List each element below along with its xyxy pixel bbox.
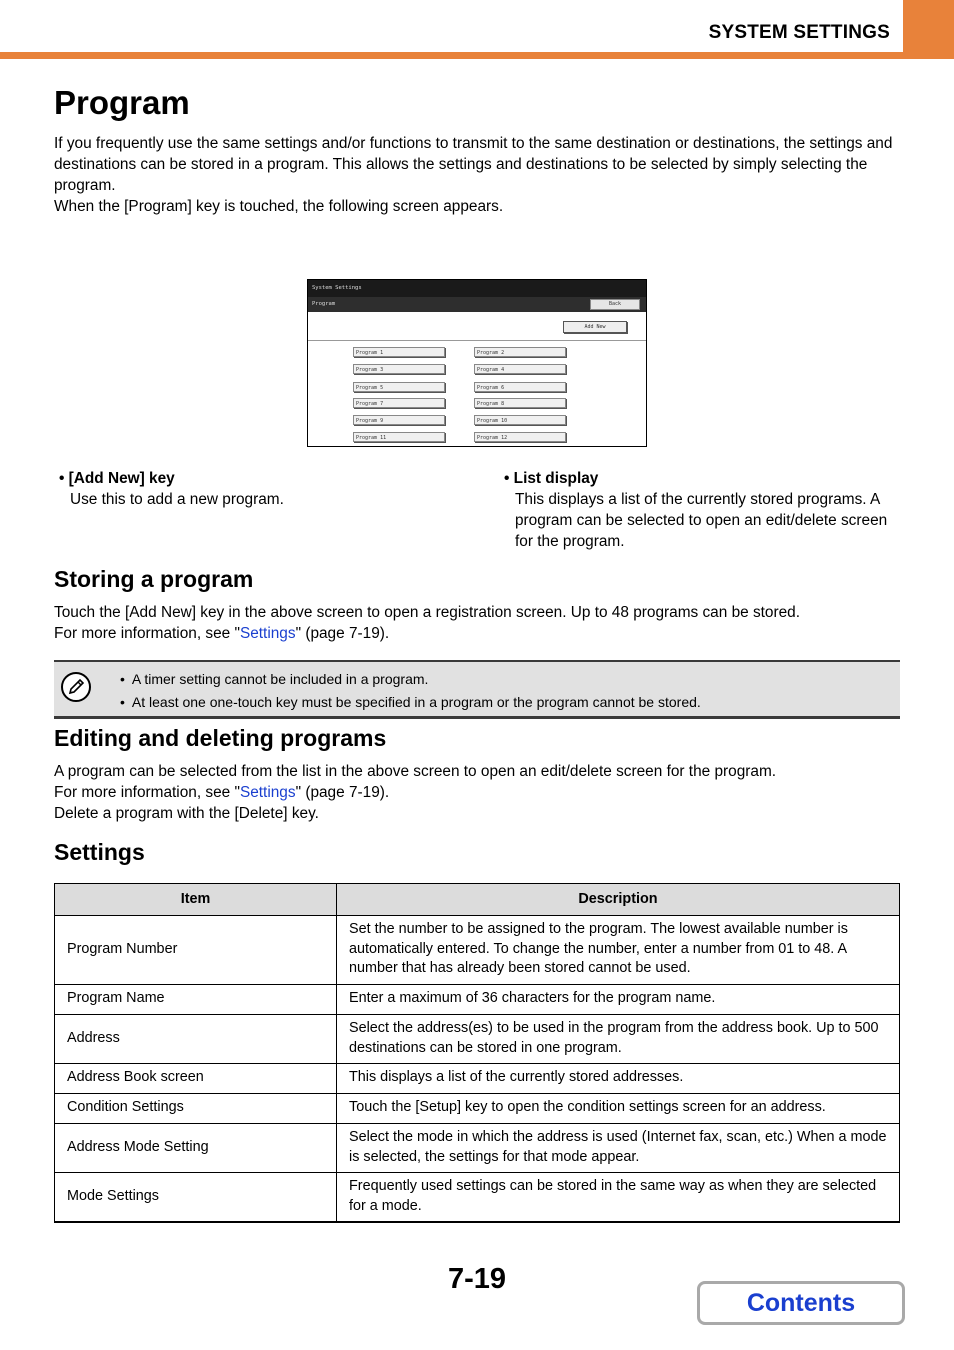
screen-program-button: Program 3 bbox=[353, 364, 445, 374]
screen-divider bbox=[308, 340, 646, 341]
editing-paragraph: A program can be selected from the list in the above screen to open an edit/delete screen for the program. bbox=[54, 763, 777, 780]
callout-body: This displays a list of the currently stored programs. A program can be selected to open an edit/delete screen for the program. bbox=[515, 491, 888, 550]
contents-button[interactable]: Contents bbox=[697, 1281, 905, 1325]
header-tab bbox=[903, 0, 954, 53]
screen-program-button: Program 11 bbox=[353, 432, 445, 442]
table-row bbox=[55, 1124, 900, 1173]
table-header-row bbox=[55, 884, 900, 916]
note-box bbox=[54, 660, 900, 719]
description-cell: Frequently used settings can be stored in the same way as when they are selected for a mode. bbox=[337, 1173, 900, 1223]
item-cell: Address Book screen bbox=[55, 1064, 337, 1094]
screen-title-bar: System Settings bbox=[308, 280, 646, 297]
reference-prefix: For more information, see " bbox=[54, 784, 240, 801]
description-cell: Touch the [Setup] key to open the condition settings screen for an address. bbox=[337, 1094, 900, 1124]
screen-program-button: Program 7 bbox=[353, 398, 445, 408]
callout-title: • List display bbox=[504, 470, 599, 487]
callout-add-new bbox=[59, 468, 479, 510]
page-number: 7-19 bbox=[448, 1263, 507, 1295]
table-row bbox=[55, 1094, 900, 1124]
note-item: • At least one one-touch key must be specified in a program or the program cannot be stored. bbox=[120, 691, 701, 714]
item-cell: Address bbox=[55, 1015, 337, 1064]
callout-list-display bbox=[504, 468, 904, 552]
settings-table bbox=[54, 883, 900, 1223]
description-cell: This displays a list of the currently stored addresses. bbox=[337, 1064, 900, 1094]
description-cell: Set the number to be assigned to the program. The lowest available number is automatically entered. To change the number, enter a number from 01 to 48. A number that has already been stored cannot be used. bbox=[337, 916, 900, 985]
note-item: • A timer setting cannot be included in a program. bbox=[120, 668, 701, 691]
storing-heading: Storing a program bbox=[54, 566, 254, 592]
page-title: Program bbox=[54, 84, 190, 121]
screen-program-button: Program 10 bbox=[474, 415, 566, 425]
table-row bbox=[55, 1173, 900, 1223]
description-cell: Select the mode in which the address is used (Internet fax, scan, etc.) When a mode is selected, the settings for that mode appear. bbox=[337, 1124, 900, 1173]
screen-back-button: Back bbox=[590, 299, 640, 310]
column-header-item: Item bbox=[55, 884, 337, 916]
table-row bbox=[55, 1064, 900, 1094]
item-cell: Condition Settings bbox=[55, 1094, 337, 1124]
item-cell: Address Mode Setting bbox=[55, 1124, 337, 1173]
editing-heading: Editing and deleting programs bbox=[54, 725, 387, 751]
settings-link[interactable]: Settings bbox=[239, 784, 296, 801]
note-list bbox=[120, 668, 701, 714]
screen-program-button: Program 12 bbox=[474, 432, 566, 442]
program-screen-illustration bbox=[307, 279, 647, 447]
column-header-description: Description bbox=[337, 884, 900, 916]
reference-suffix: " (page 7-19). bbox=[295, 625, 390, 642]
screen-sub-title-bar: Program bbox=[308, 297, 646, 312]
screen-program-button: Program 2 bbox=[474, 347, 566, 357]
screen-program-button: Program 1 bbox=[353, 347, 445, 357]
section-title: SYSTEM SETTINGS bbox=[708, 22, 890, 43]
description-cell: Enter a maximum of 36 characters for the program name. bbox=[337, 985, 900, 1015]
item-cell: Program Number bbox=[55, 916, 337, 985]
reference-suffix: " (page 7-19). bbox=[295, 784, 390, 801]
header-bar bbox=[0, 52, 954, 59]
callout-body: Use this to add a new program. bbox=[70, 491, 284, 508]
pencil-note-icon bbox=[61, 672, 91, 702]
reference-prefix: For more information, see " bbox=[54, 625, 240, 642]
intro-text bbox=[54, 133, 904, 217]
storing-text bbox=[54, 602, 904, 644]
storing-reference bbox=[54, 623, 904, 644]
screen-program-button: Program 6 bbox=[474, 382, 566, 392]
intro-paragraph: If you frequently use the same settings and/or functions to transmit to the same destination or destinations, the settings and destinations can be stored in a program. This allows the settings and destinations to be selected by simply selecting the program. bbox=[54, 135, 893, 194]
editing-reference bbox=[54, 782, 904, 803]
item-cell: Program Name bbox=[55, 985, 337, 1015]
table-row bbox=[55, 1015, 900, 1064]
screen-program-button: Program 5 bbox=[353, 382, 445, 392]
settings-heading: Settings bbox=[54, 839, 145, 865]
storing-paragraph: Touch the [Add New] key in the above screen to open a registration screen. Up to 48 programs can be stored. bbox=[54, 604, 801, 621]
item-cell: Mode Settings bbox=[55, 1173, 337, 1223]
screen-program-button: Program 4 bbox=[474, 364, 566, 374]
settings-link[interactable]: Settings bbox=[239, 625, 296, 642]
description-cell: Select the address(es) to be used in the program from the address book. Up to 500 destinations can be stored in one program. bbox=[337, 1015, 900, 1064]
table-row bbox=[55, 985, 900, 1015]
screen-program-button: Program 9 bbox=[353, 415, 445, 425]
screen-add-new-button: Add New bbox=[563, 321, 627, 333]
callout-title: • [Add New] key bbox=[59, 470, 175, 487]
intro-paragraph: When the [Program] key is touched, the following screen appears. bbox=[54, 198, 504, 215]
editing-paragraph: Delete a program with the [Delete] key. bbox=[54, 805, 319, 822]
table-row bbox=[55, 916, 900, 985]
editing-text bbox=[54, 761, 904, 824]
screen-program-button: Program 8 bbox=[474, 398, 566, 408]
